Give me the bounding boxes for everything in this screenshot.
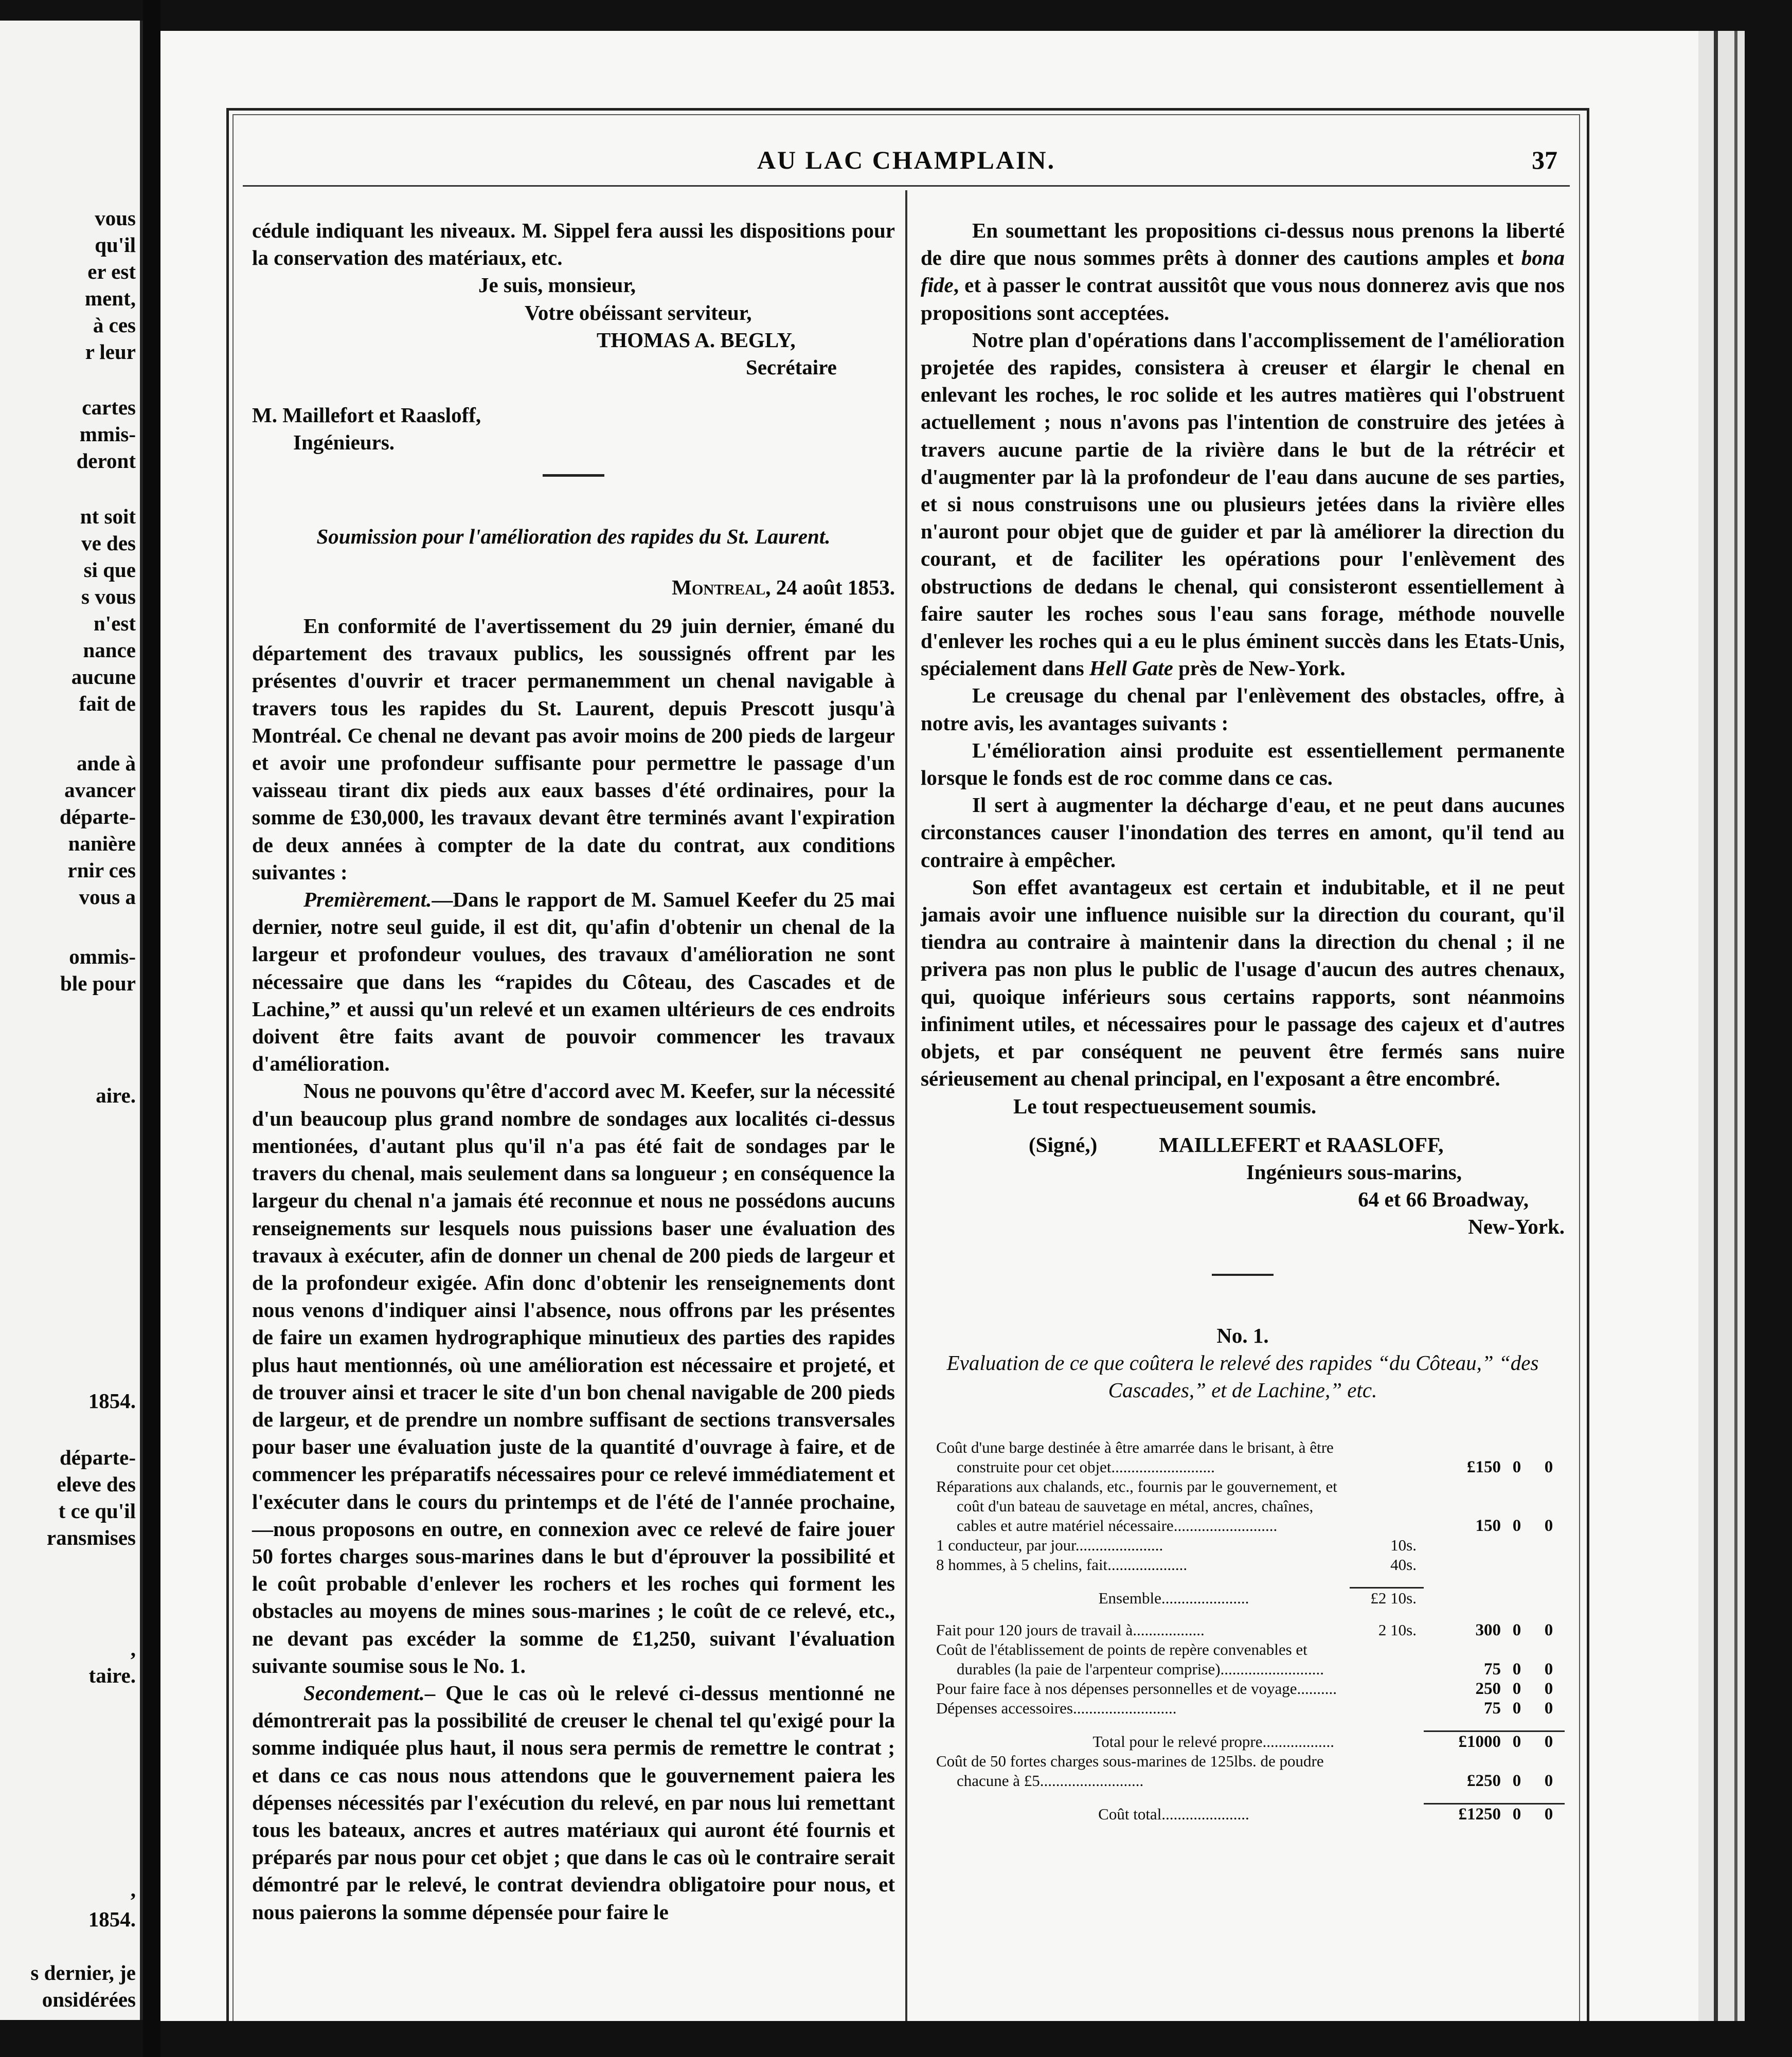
right-paragraph-2-a: Notre plan d'opérations dans l'accomplissement de l'amélioration projetée des rapides, consistera à creuser et élargir le chenal en enlevant les roches, le roc solide et les autres matières qui l'obstruent actuellement ; nous n'avons pas l'intention de construire des jetées à travers aucune partie de la rivière dans le but de la rétrécir et d'augmenter par là la profondeur de l'eau dans aucune de ses parties, et si nous construisons une ou plusieurs jetées dans la rivière elles n'auront pour objet que de guider et par là améliorer la direction du courant, et de faciliter les opérations pour l'enlèvement des obstructions de dedans le chenal, qui consisteront essentiellement à faire sauter les roches sous l'eau sans forage, méthode nouvelle d'enlever les roches qui a eu le plus éminent succès dans les Etats-Unis, spécialement dans	[921, 328, 1565, 680]
right-paragraph-1-c: , et à passer le contrat aussitôt que vous nous donnerez avis que nos propositions sont acceptées.	[921, 273, 1565, 324]
estimate-shillings: 0	[1512, 1699, 1521, 1718]
estimate-shillings: 0	[1512, 1621, 1521, 1640]
estimate-item: Total pour le relevé propre..................	[1092, 1733, 1334, 1751]
margin-fragment: nanière	[68, 832, 136, 855]
estimate-pounds: 75	[1484, 1699, 1501, 1718]
estimate-subtotal	[1350, 1699, 1424, 1718]
estimate-pounds: £1000	[1424, 1731, 1501, 1752]
margin-fragment: ,	[130, 1637, 136, 1661]
estimate-pence: 0	[1544, 1517, 1553, 1536]
margin-fragment: ommis-	[69, 945, 136, 968]
estimate-row	[921, 1438, 1565, 1477]
column-divider	[905, 190, 907, 2021]
estimate-pence	[1533, 1536, 1565, 1555]
estimate-subtotal: 10s.	[1390, 1536, 1417, 1555]
estimate-spacer	[921, 1575, 1565, 1588]
estimate-row	[921, 1640, 1565, 1679]
estimate-shillings: 0	[1512, 1660, 1521, 1679]
header-rule	[243, 185, 1570, 187]
estimate-pounds	[1424, 1536, 1501, 1555]
margin-fragment: si que	[83, 558, 136, 582]
margin-fragment: r leur	[85, 340, 136, 364]
left-column	[252, 217, 895, 1926]
letter-signer: THOMAS A. BEGLY,	[597, 328, 796, 352]
margin-fragment: départe-	[59, 1446, 136, 1469]
estimate-shillings: 0	[1512, 1680, 1521, 1699]
estimate-pence: 0	[1533, 1804, 1565, 1825]
firm-title: Ingénieurs sous-marins,	[1246, 1160, 1462, 1184]
estimate-row	[921, 1536, 1565, 1555]
estimate-pence: 0	[1544, 1660, 1553, 1679]
estimate-item: Coût de 50 fortes charges sous-marines de 125lbs. de poudre chacune à £5..........................	[936, 1752, 1324, 1790]
margin-fragment: ,	[130, 1878, 136, 1901]
estimate-item: Pour faire face à nos dépenses personnelles et de voyage..........	[936, 1680, 1337, 1698]
tender-paragraph-3: Nous ne pouvons qu'être d'accord avec M. Keefer, sur la nécessité d'un beaucoup plus grand nombre de sondages aux localités ci-dessus mentionées, d'autant plus qu'il n'a pas été fait de sondages par le travers du chenal, mais seulement dans sa longueur ; en conséquence la largeur du chenal n'a jamais été reconnue et nous ne possédons aucuns renseignements sur lesquels nous puissions baser une évaluation des travaux à exécuter, afin de donner un chenal de 200 pieds de largeur et de la profondeur exigée. Afin donc d'obtenir les renseignements dont nous venons d'indiquer ainsi l'absence, nous offrons par les présentes de faire un examen hydrographique minutieux des parties des rapides plus haut mentionnés, où une amélioration est nécessaire et projeté, et de trouver ainsi et tracer le site d'un bon chenal navigable de 200 pieds de largeur, et de prendre un nombre suffisant de sections transversales pour baser une évaluation juste de la quantité d'ouvrage à faire, et de commencer les préparatifs nécessaires pour ce relevé immédiatement et l'exécuter dans le cours du printemps et de l'été de l'année prochaine,—nous proposons en outre, en connexion avec ce relevé de faire jouer 50 fortes charges sous-marines dans le but d'éprouver la possibilité et le coût probable d'enlever les rochers et les roches qui forment les obstacles au moyens de mines sous-marines ; le coût de ce relevé, etc., ne devant pas excéder la somme de £1,250, suivant l'évaluation suivante soumise sous le No. 1.	[252, 1079, 895, 1677]
estimate-pounds	[1424, 1588, 1501, 1609]
estimate-shillings: 0	[1501, 1731, 1533, 1752]
margin-fragment: s vous	[81, 585, 136, 608]
letter-addressee: M. Maillefort et Raasloff,	[252, 403, 481, 427]
estimate-pence	[1533, 1588, 1565, 1609]
margin-fragment: ble pour	[60, 971, 136, 995]
estimate-pence: 0	[1544, 1772, 1553, 1791]
estimate-subtotal	[1350, 1804, 1424, 1825]
right-paragraph-1-italic: bona fide	[921, 246, 1565, 297]
margin-fragment: n'est	[94, 611, 136, 635]
margin-fragment: départe-	[59, 805, 136, 828]
estimate-shillings: 0	[1501, 1804, 1533, 1825]
estimate-shillings	[1501, 1588, 1533, 1609]
firm-name: MAILLEFERT et RAASLOFF,	[1159, 1132, 1444, 1157]
margin-fragment: vous	[95, 206, 136, 230]
estimate-item: Coût de l'établissement de points de repère convenables et durables (la paie de l'arpenteur comprise)..........................	[936, 1640, 1324, 1679]
letter-closing: Je suis, monsieur,	[478, 273, 636, 297]
margin-fragment: taire.	[88, 1664, 136, 1687]
right-paragraph-7: Le tout respectueusement soumis.	[1013, 1094, 1317, 1118]
estimate-row	[921, 1477, 1565, 1536]
estimate-row	[921, 1588, 1565, 1609]
margin-fragment: onsidérées	[42, 1988, 136, 2011]
margin-fragment: fait de	[79, 692, 136, 715]
estimate-row	[921, 1752, 1565, 1791]
right-paragraph-4: L'émélioration ainsi produite est essentiellement permanente lorsque le fonds est de roc comme dans ce cas.	[921, 738, 1565, 790]
margin-fragment: ment,	[84, 286, 136, 310]
right-paragraph-1	[921, 217, 1565, 327]
estimate-subtotal	[1350, 1438, 1424, 1477]
estimate-pounds: 250	[1475, 1680, 1501, 1699]
document-page	[160, 31, 1698, 2021]
margin-fragment: vous a	[79, 885, 136, 909]
letter-addressee-title: Ingénieurs.	[293, 430, 395, 455]
margin-fragment: nance	[83, 638, 136, 662]
estimate-item: Coût d'une barge destinée à être amarrée dans le brisant, à être construite pour cet objet..........................	[936, 1438, 1334, 1476]
tender-date: , 24 août 1853.	[765, 575, 895, 599]
margin-fragment: aire.	[96, 1084, 136, 1107]
letter-closing-2: Votre obéissant serviteur,	[525, 300, 752, 324]
estimate-subtotal: 40s.	[1390, 1556, 1417, 1574]
tender-dateline	[252, 574, 895, 601]
estimate-item: 8 hommes, à 5 chelins, fait....................	[936, 1556, 1188, 1574]
signed-label: (Signé,)	[1029, 1132, 1098, 1157]
tender-paragraph-2-lead: Premièrement.	[303, 888, 432, 912]
estimate-pence: 0	[1544, 1458, 1553, 1477]
estimate-row	[921, 1620, 1565, 1640]
estimate-item: Réparations aux chalands, etc., fournis par le gouvernement, et coût d'un bateau de sauvetage en métal, ancres, chaînes, cables et autre matériel nécessaire..........................	[936, 1477, 1337, 1535]
estimate-row	[921, 1731, 1565, 1752]
estimate-pence: 0	[1544, 1680, 1553, 1699]
previous-page-strip	[0, 21, 143, 2020]
section-divider-2	[1212, 1274, 1274, 1276]
margin-fragment: ande à	[76, 751, 136, 775]
section-divider	[543, 474, 604, 477]
estimate-row	[921, 1699, 1565, 1718]
running-head	[243, 145, 1570, 181]
estimate-row	[921, 1679, 1565, 1699]
edge-rule	[1714, 31, 1718, 2021]
tender-paragraph-4-text: – Que le cas où le relevé ci-dessus mentionné ne démontrerait pas la possibilité de creuser le chenal tel qu'exigé pour la somme indiquée plus haut, il nous sera permis de remettre le contrat ; et dans ce cas nous nous attendons que le gouvernement paiera les dépenses nécessités par l'exécution du relevé, en par nous lui remettant tous les bateaux, ancres et autres matériaux qui auront été fournis et préparés par nous pour cet objet ; que dans le cas où le contraire serait démontré par le relevé, le contrat deviendra obligatoire pour nous, et nous paierons la somme dépensée pour faire le	[252, 1681, 895, 1924]
tender-paragraph-2	[252, 886, 895, 1077]
page-number: 37	[1532, 146, 1557, 174]
tender-place: Montreal	[672, 575, 766, 599]
estimate-pence: 0	[1533, 1731, 1565, 1752]
estimate-pounds: 75	[1484, 1660, 1501, 1679]
estimate-shillings: 0	[1512, 1772, 1521, 1791]
estimate-pence	[1533, 1555, 1565, 1575]
tender-paragraph-1: En conformité de l'avertissement du 29 juin dernier, émané du département des travaux publics, les soussignés offrent par les présentes d'ouvrir et tracer permanemment un chenal navigable à travers tous les rapides du St. Laurent, depuis Prescott jusqu'à Montréal. Ce chenal ne devant pas avoir moins de 200 pieds de largeur et avoir une profondeur suffisante pour permettre le passage d'un vaisseau tirant dix pieds aux eaux basses d'été ordinaires, pour la somme de £30,000, les travaux devant être terminés avant l'expiration de deux années à compter de la date du contrat, aux conditions suivantes :	[252, 614, 895, 884]
margin-fragment: 1854.	[88, 1907, 136, 1931]
margin-fragment: avancer	[64, 778, 136, 802]
right-paragraph-1-a: En soumettant les propositions ci-dessus nous prenons la liberté de dire que nous sommes prêts à donner des cautions amples et	[921, 219, 1565, 270]
firm-address-1: 64 et 66 Broadway,	[1358, 1187, 1529, 1212]
estimate-shillings: 0	[1512, 1517, 1521, 1536]
estimate-shillings	[1501, 1536, 1533, 1555]
margin-fragment: s dernier, je	[30, 1961, 136, 1984]
estimate-item: 1 conducteur, par jour......................	[936, 1536, 1163, 1555]
estimate-subtotal: £2 10s.	[1350, 1588, 1424, 1609]
margin-fragment: aucune	[71, 665, 136, 689]
right-paragraph-2-c: près de New-York.	[1173, 656, 1346, 680]
right-paragraph-2-italic: Hell Gate	[1089, 656, 1173, 680]
estimate-pence: 0	[1544, 1621, 1553, 1640]
margin-fragment: eleve des	[57, 1472, 136, 1496]
estimate-item: Dépenses accessoires..........................	[936, 1699, 1177, 1718]
estimate-subtotal	[1350, 1731, 1424, 1752]
margin-fragment: ve des	[81, 531, 136, 555]
estimate-item: Ensemble......................	[1098, 1589, 1249, 1608]
tender-paragraph-2-text: —Dans le rapport de M. Samuel Keefer du 25 mai dernier, notre seul guide, il est dit, qu'afin d'obtenir un chenal de la largeur et profondeur voulues, des travaux d'amélioration ne sont nécessaire que dans les “rapides du Côteau, des Cascades et de Lachine,” et aussi qu'un relevé et un examen ultérieurs de ces endroits doivent être faits avant de pouvoir commencer les travaux d'amélioration.	[252, 888, 895, 1076]
estimate-row	[921, 1555, 1565, 1575]
right-paragraph-6: Son effet avantageux est certain et indubitable, et il ne peut jamais avoir une influence nuisible sur la direction du courant, qu'il tiendra au contraire à maintenir dans la direction du chenal ; il ne privera pas non plus le public de l'usage d'aucun des autres chenaux, qui, quoique inférieurs sous certains rapports, sont néanmoins infiniment utiles, et nécessaires pour le passage des cajeux et d'autres objets, et par conséquent ne peuvent être fermés sans nuire sérieusement au chenal principal, en l'exposant a être encombré.	[921, 875, 1565, 1091]
estimate-subtotal	[1350, 1477, 1424, 1536]
letter-end-paragraph: cédule indiquant les niveaux. M. Sippel fera aussi les dispositions pour la conservation des matériaux, etc.	[252, 219, 895, 270]
margin-fragment: t ce qu'il	[58, 1499, 136, 1523]
estimate-shillings: 0	[1512, 1458, 1521, 1477]
estimate-item: Coût total......................	[1098, 1805, 1249, 1824]
signature-line	[921, 1131, 1565, 1159]
page-right-edge	[1698, 31, 1745, 2021]
margin-fragment: cartes	[82, 395, 136, 419]
estimate-spacer	[921, 1718, 1565, 1731]
estimate-number: No. 1.	[1216, 1323, 1269, 1347]
margin-fragment: er est	[87, 260, 136, 283]
right-paragraph-5: Il sert à augmenter la décharge d'eau, et ne peut dans aucunes circonstances causer l'inondation des terres en amont, qu'il tend au contraire à empêcher.	[921, 793, 1565, 872]
estimate-subtotal	[1350, 1679, 1424, 1699]
estimate-subtotal: 2 10s.	[1378, 1621, 1417, 1639]
tender-paragraph-4-lead: Secondement.	[303, 1681, 425, 1705]
binding-gutter	[143, 0, 160, 2057]
estimate-pounds: £150	[1467, 1458, 1501, 1477]
margin-fragment: rnir ces	[67, 858, 136, 882]
estimate-pounds: 150	[1475, 1517, 1501, 1536]
estimate-pence: 0	[1544, 1699, 1553, 1718]
edge-rule-outer	[1734, 31, 1737, 2021]
estimate-shillings	[1501, 1555, 1533, 1575]
estimate-spacer	[921, 1608, 1565, 1620]
letter-signer-title: Secrétaire	[746, 355, 837, 380]
margin-fragment: nt soit	[80, 504, 136, 528]
right-paragraph-3: Le creusage du chenal par l'enlèvement des obstacles, offre, à notre avis, les avantages suivants :	[921, 683, 1565, 735]
estimate-row	[921, 1804, 1565, 1825]
running-title: AU LAC CHAMPLAIN.	[757, 146, 1056, 174]
margin-fragment: 1854.	[88, 1389, 136, 1413]
tender-paragraph-4	[252, 1680, 895, 1926]
firm-address-2: New-York.	[1468, 1215, 1565, 1239]
right-paragraph-2	[921, 327, 1565, 682]
estimate-spacer	[921, 1791, 1565, 1804]
estimate-table	[921, 1438, 1565, 1824]
margin-fragment: ransmises	[46, 1526, 136, 1549]
estimate-pounds: £250	[1467, 1772, 1501, 1791]
tender-heading: Soumission pour l'amélioration des rapides du St. Laurent.	[316, 524, 831, 548]
margin-fragment: qu'il	[95, 233, 136, 257]
margin-fragment: à ces	[93, 313, 136, 337]
margin-fragment: deront	[76, 449, 136, 473]
estimate-item: Fait pour 120 jours de travail à..................	[936, 1621, 1205, 1639]
margin-fragment: mmis-	[79, 422, 136, 446]
estimate-pounds: £1250	[1424, 1804, 1501, 1825]
estimate-title: Evaluation de ce que coûtera le relevé des rapides “du Côteau,” “des Cascades,” et de Lachine,” etc.	[946, 1350, 1539, 1402]
estimate-subtotal	[1350, 1640, 1424, 1679]
right-column	[921, 217, 1565, 1824]
estimate-pounds	[1424, 1555, 1501, 1575]
estimate-subtotal	[1350, 1752, 1424, 1791]
estimate-pounds: 300	[1475, 1621, 1501, 1640]
